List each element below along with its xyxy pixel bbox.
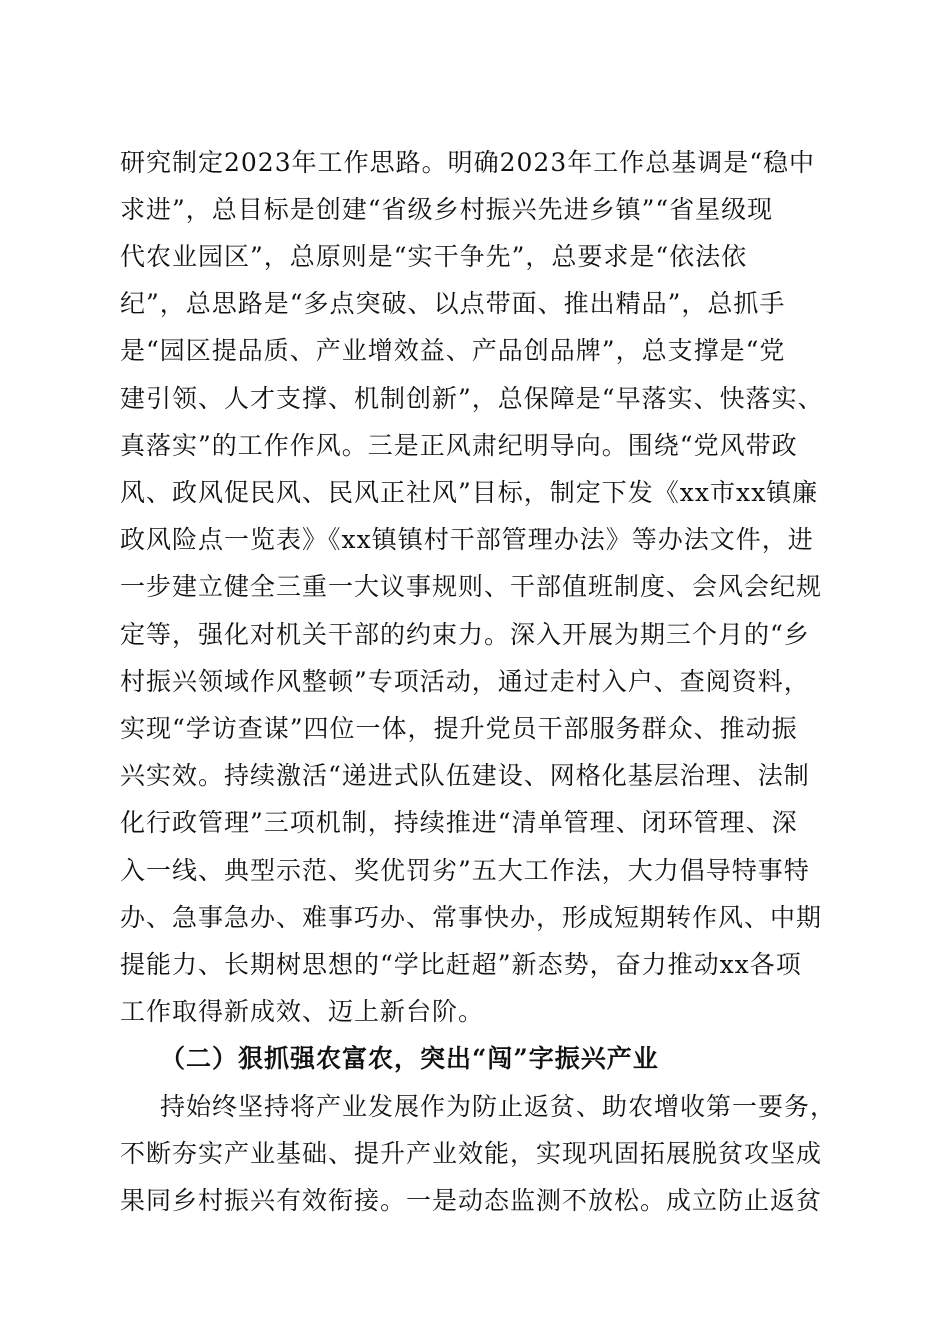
body-line: 提能力、长期树思想的“学比赶超”新态势，奋力推动xx各项 — [120, 950, 802, 979]
body-line: 求进”，总目标是创建“省级乡村振兴先进乡镇”“省星级现 — [120, 195, 774, 224]
body-line: 代农业园区”，总原则是“实干争先”，总要求是“依法依 — [120, 242, 748, 271]
body-line: 一步建立健全三重一大议事规则、干部值班制度、会风会纪规 — [120, 572, 823, 601]
body-line: 果同乡村振兴有效衔接。一是动态监测不放松。成立防止返贫 — [120, 1186, 823, 1215]
body-line: 工作取得新成效、迈上新台阶。 — [120, 997, 485, 1026]
body-line: 办、急事急办、难事巧办、常事快办，形成短期转作风、中期 — [120, 903, 823, 932]
body-line: 风、政风促民风、民风正社风”目标，制定下发《xx市xx镇廉 — [120, 478, 819, 507]
body-line: 不断夯实产业基础、提升产业效能，实现巩固拓展脱贫攻坚成 — [120, 1139, 823, 1168]
section-heading: （二）狠抓强农富农，突出“闯”字振兴产业 — [160, 1044, 659, 1073]
body-line: 持始终坚持将产业发展作为防止返贫、助农增收第一要务， — [160, 1092, 837, 1121]
body-line: 兴实效。持续激活“递进式队伍建设、网格化基层治理、法制 — [120, 761, 810, 790]
body-line: 村振兴领域作风整顿”专项活动，通过走村入户、查阅资料， — [120, 667, 810, 696]
body-line: 研究制定2023年工作思路。明确2023年工作总基调是“稳中 — [120, 148, 816, 177]
body-line: 定等，强化对机关干部的约束力。深入开展为期三个月的“乡 — [120, 620, 810, 649]
body-line: 真落实”的工作作风。三是正风肃纪明导向。围绕“党风带政 — [120, 431, 798, 460]
body-line: 建引领、人才支撑、机制创新”，总保障是“早落实、快落实、 — [120, 384, 824, 413]
body-line: 是“园区提品质、产业增效益、产品创品牌”，总支撑是“党 — [120, 336, 786, 365]
body-line: 实现“学访查谋”四位一体，提升党员干部服务群众、推动振 — [120, 714, 798, 743]
body-line: 政风险点一览表》《xx镇镇村干部管理办法》等办法文件，进 — [120, 525, 814, 554]
body-line: 纪”，总思路是“多点突破、以点带面、推出精品”，总抓手 — [120, 289, 786, 318]
body-line: 入一线、典型示范、奖优罚劣”五大工作法，大力倡导特事特 — [120, 856, 810, 885]
body-line: 化行政管理”三项机制，持续推进“清单管理、闭环管理、深 — [120, 808, 798, 837]
